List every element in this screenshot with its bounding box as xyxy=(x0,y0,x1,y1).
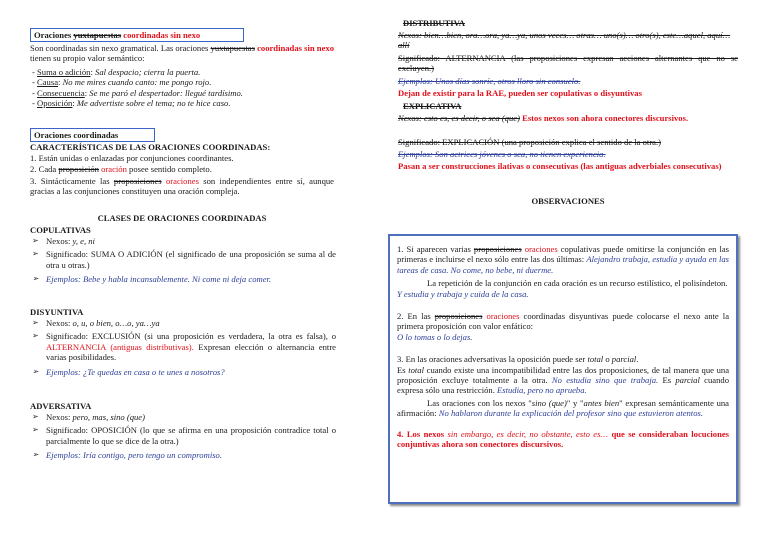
obs3-dot: . xyxy=(636,354,639,365)
explicativa-nexos xyxy=(398,113,738,123)
item-label: Causa xyxy=(37,77,59,88)
obs-3-detail xyxy=(397,365,729,396)
nexos-value: o, u, o bien, o…o, ya…ya xyxy=(72,318,160,328)
def-text: Son coordinadas sin nexo gramatical. Las oraciones xyxy=(30,43,211,53)
nexos-value: pero, mas, sino (que) xyxy=(72,412,145,422)
adversativa-nexos xyxy=(30,412,336,422)
obs3-o: o xyxy=(603,354,612,365)
obs3-nexos-text: Las oraciones con los nexos " xyxy=(427,397,532,408)
copulativas-significado: ➢ Significado: SUMA O ADICIÓN (el significado de una proposición se suma al de otra u otras.) xyxy=(30,249,336,270)
title-strike: yuxtapuestas xyxy=(73,30,122,40)
obs1-red: oraciones xyxy=(521,244,558,254)
title-part: Oraciones xyxy=(34,30,74,40)
c2-text: 2. Cada xyxy=(30,164,59,174)
obs3-example-1: No estudia sino que trabaja. xyxy=(551,375,659,386)
caracteristica-3 xyxy=(30,176,334,197)
disyuntiva-significado xyxy=(30,331,336,362)
yuxtapuestas-list xyxy=(32,67,332,109)
obs-2 xyxy=(397,311,729,332)
explicativa-nota: Pasan a ser construcciones ilativas o consecutivas (las antiguas adverbiales consecutivas) xyxy=(398,161,722,171)
obs3-text: 3. En las oraciones adversativas la oposición puede ser xyxy=(397,354,588,365)
item-sep: : xyxy=(90,67,96,77)
item-example: Me advertiste sobre el tema; no te hice caso. xyxy=(76,98,231,109)
obs3-parcial-2: parcial xyxy=(675,375,700,386)
obs1-example: Alejandro trabaja, estudia y ayuda en las tareas de casa. No come, no bebe, ni duerme. xyxy=(397,254,729,275)
item-label: Suma o adición xyxy=(37,67,91,77)
adversativa-significado: ➢ Significado: OPOSICIÓN (lo que se afirma en una proposición contradice total o parcialmente lo que se dice de la otra.) xyxy=(30,425,336,446)
copulativas-ejemplos: ➢ Ejemplos: Bebe y habla incansablemente. Ni come ni deja comer. xyxy=(30,274,336,284)
obs3-total: total xyxy=(587,354,604,365)
obs1-text: 1. Si aparecen varias xyxy=(397,244,474,254)
obs4-text: 4. Los nexos xyxy=(397,428,448,439)
c2-strike: proposición xyxy=(58,164,99,174)
distributiva-significado: Significado: ALTERNANCIA (las proposiciones expresan acciones alternantes que no se excluyen.) xyxy=(398,53,738,74)
obs4-rest: que se consideraban locuciones conjuntivas ahora son conectores discursivos. xyxy=(397,428,730,450)
obs3-example-2: Estudia, pero no aprueba. xyxy=(497,385,587,396)
c3-text: 3. Sintácticamente las xyxy=(30,176,114,186)
caracteristicas-title: CARACTERÍSTICAS DE LAS ORACIONES COORDINADAS: xyxy=(30,142,271,152)
list-item: - Oposición: Me advertiste sobre el tema; no te hice caso. xyxy=(32,98,231,109)
item-sep: : xyxy=(84,87,90,98)
obs-1 xyxy=(397,244,729,275)
copulativas-title: COPULATIVAS xyxy=(30,225,91,235)
obs3-def: cuando existe una incompatibilidad entre las dos proposiciones, de tal manera que una proposición excluye totalmente a la otra. xyxy=(397,364,730,386)
distributiva-title: DISTRIBUTIVA xyxy=(403,18,465,28)
nexos-red: Estos nexos son ahora conectores discursivos. xyxy=(519,113,689,123)
def-rest: tienen su propio valor semántico: xyxy=(30,53,145,64)
title-red: coordinadas sin nexo xyxy=(121,30,201,40)
obs2-strike: proposiciones xyxy=(434,311,483,322)
nexos-label: Nexos: xyxy=(46,412,73,422)
coordinadas-title: Oraciones coordinadas xyxy=(30,128,155,142)
caracteristica-2 xyxy=(30,164,334,174)
item-example: Se me paró el despertador: llegué tardísimo. xyxy=(89,87,243,98)
def-strike: yuxtapuestas xyxy=(210,43,255,53)
obs2-text: 2. En las xyxy=(397,311,435,322)
c3-strike: proposiciones xyxy=(113,176,162,186)
c2-rest: posee sentido completo. xyxy=(126,164,212,174)
copulativas-nexos xyxy=(30,236,336,246)
c3-rest: son independientes entre sí, aunque gracias a las conjunciones constituyen una oración compleja. xyxy=(30,176,334,197)
list-item: - Causa: No me mires cuando canto: me pongo rojo. xyxy=(32,77,212,88)
item-sep: : xyxy=(58,77,63,88)
yuxtapuestas-title xyxy=(30,28,244,42)
c2-red: oración xyxy=(98,164,127,174)
disyuntiva-list xyxy=(30,318,336,377)
obs-1-example-2: Y estudia y trabaja y cuida de la casa. xyxy=(397,288,529,299)
obs3-y: " y " xyxy=(566,397,584,408)
item-label: Oposición xyxy=(37,98,73,109)
item-example: Sal despacio; cierra la puerta. xyxy=(95,67,201,77)
obs1-rest: copulativas puede omitirse la conjunción en las primeras e incluirse el nexo sólo entre las dos últimas: xyxy=(397,244,729,265)
observaciones-title: OBSERVACIONES xyxy=(531,196,605,206)
item-sep: : xyxy=(72,98,77,109)
obs3-afirmacion: " expresan semánticamente una afirmación: xyxy=(397,397,729,419)
obs-3-nexos xyxy=(397,398,729,419)
obs3-antes: antes bien xyxy=(583,397,620,408)
obs-4 xyxy=(397,429,729,450)
obs-3 xyxy=(397,354,729,364)
obs3-example-3: No hablaron durante la explicación del profesor sino que estuvieron atentos. xyxy=(438,408,703,419)
obs1-strike: proposiciones xyxy=(473,244,522,254)
item-example: No me mires cuando canto: me pongo rojo. xyxy=(62,77,212,88)
caracteristica-1: 1. Están unidas o enlazadas por conjunciones coordinantes. xyxy=(30,153,234,163)
obs2-rest: coordinadas disyuntivas puede colocarse el nexo ante la primera proposición con valor enfático: xyxy=(397,311,730,332)
adversativa-ejemplos: ➢ Ejemplos: Iría contigo, pero tengo un compromiso. xyxy=(30,450,336,460)
obs3-def-2: cuando expresa sólo una restricción. xyxy=(397,375,729,396)
nexos-value: y, e, ni xyxy=(72,236,95,246)
list-item: - Consecuencia: Se me paró el despertador: llegué tardísimo. xyxy=(32,87,243,98)
obs3-es: Es xyxy=(397,364,409,375)
sig-red: ALTERNANCIA (antiguas distributivas). xyxy=(46,341,194,352)
disyuntiva-title: DISYUNTIVA xyxy=(30,307,84,317)
clases-title: CLASES DE ORACIONES COORDINADAS xyxy=(97,213,267,223)
explicativa-title: EXPLICATIVA xyxy=(403,101,462,111)
obs-1-polisindeton: La repetición de la conjunción en cada oración es un recurso estilístico, el polisíndeton. xyxy=(427,278,728,289)
obs3-sino: sino (que) xyxy=(531,397,567,408)
explicativa-significado: Significado: EXPLICACIÓN (una proposición explica el sentido de la otra.) xyxy=(398,137,662,147)
def-red: coordinadas sin nexo xyxy=(254,43,334,53)
item-label: Consecuencia xyxy=(37,87,85,98)
distributiva-ejemplos: Ejemplos: Unos días sonríe, otros lloro sin consuelo. xyxy=(398,76,581,86)
sig-text: Significado: EXCLUSIÓN (si una proposición es verdadera, la otra es falsa), o xyxy=(46,331,336,342)
distributiva-nota: Dejan de existir para la RAE, pueden ser copulativas o disyuntivas xyxy=(398,88,642,98)
copulativas-list xyxy=(30,236,336,285)
obs3-parcial: parcial xyxy=(611,354,637,365)
nexos-strike: Nexos: esto es, es decir, o sea (que) xyxy=(398,113,520,123)
list-item: - Suma o adición: Sal despacio; cierra la puerta. xyxy=(32,67,201,77)
obs-2-example: O lo tomas o lo dejas. xyxy=(397,331,473,342)
obs3-es-2: Es xyxy=(658,375,676,386)
adversativa-title: ADVERSATIVA xyxy=(30,401,92,411)
adversativa-list xyxy=(30,412,336,461)
yuxtapuestas-definition xyxy=(30,43,334,64)
nexos-label: Nexos: xyxy=(46,318,73,328)
distributiva-nexos: Nexos: bien…bien, ora…ora, ya…ya, unos veces… otras… uno(s)… otro(s), este…aquel, aquí…allí xyxy=(398,30,731,51)
obs3-total-2: total xyxy=(408,364,424,375)
obs4-nexos: sin embargo, es decir, no obstante, esto es… xyxy=(447,428,609,439)
obs2-red: oraciones xyxy=(482,311,520,322)
disyuntiva-ejemplos: ➢ Ejemplos: ¿Te quedas en casa o te unes a nosotros? xyxy=(30,367,336,377)
observaciones-box xyxy=(388,234,738,504)
c3-red: oraciones xyxy=(161,176,199,186)
disyuntiva-nexos xyxy=(30,318,336,328)
nexos-label: Nexos: xyxy=(46,236,73,246)
sig-rest: Expresan elección o alternancia entre varias posibilidades. xyxy=(46,341,336,363)
explicativa-ejemplos: Ejemplos: Son actrices jóvenes o sea, no tienen experiencia. xyxy=(398,149,606,159)
